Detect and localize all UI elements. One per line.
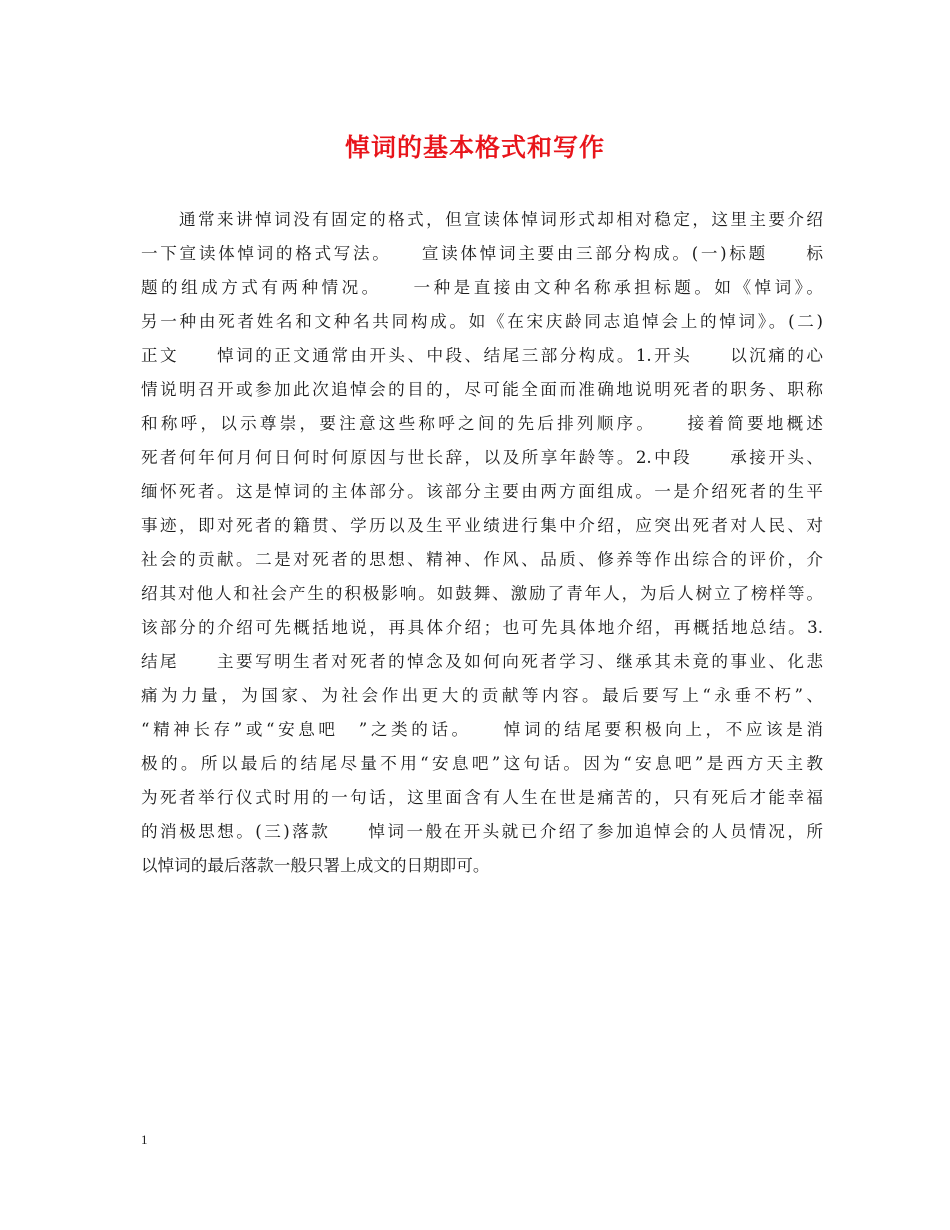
body-line: 另一种由死者姓名和文种名共同构成。如《在宋庆龄同志追悼会上的悼词》。(二) [141,312,823,331]
page-number: 1 [141,1132,148,1147]
page-title: 悼词的基本格式和写作 [344,133,605,162]
body-line: 绍其对他人和社会产生的积极影响。如鼓舞、激励了青年人，为后人树立了榜样等。 [141,584,823,603]
body-text [141,203,823,883]
body-line: 通常来讲悼词没有固定的格式，但宣读体悼词形式却相对稳定，这里主要介绍 [141,210,823,229]
body-line: 的消极思想。(三)落款 悼词一般在开头就已介绍了参加追悼会的人员情况，所 [141,822,823,841]
body-line: “精神长存”或“安息吧 ”之类的话。 悼词的结尾要积极向上，不应该是消 [141,720,823,739]
body-line: 正文 悼词的正文通常由开头、中段、结尾三部分构成。1.开头 以沉痛的心 [141,346,823,365]
body-line: 死者何年何月何日何时何原因与世长辞，以及所享年龄等。2.中段 承接开头、 [141,448,823,467]
body-line: 和称呼，以示尊崇，要注意这些称呼之间的先后排列顺序。 接着简要地概述 [141,414,823,433]
body-line: 以悼词的最后落款一般只署上成文的日期即可。 [141,856,490,875]
body-line: 极的。所以最后的结尾尽量不用“安息吧”这句话。因为“安息吧”是西方天主教 [141,754,823,773]
body-line: 社会的贡献。二是对死者的思想、精神、作风、品质、修养等作出综合的评价，介 [141,550,823,569]
body-line: 该部分的介绍可先概括地说，再具体介绍；也可先具体地介绍，再概括地总结。3. [141,618,823,637]
body-line: 为死者举行仪式时用的一句话，这里面含有人生在世是痛苦的，只有死后才能幸福 [141,788,823,807]
body-line: 情说明召开或参加此次追悼会的目的，尽可能全面而准确地说明死者的职务、职称 [141,380,823,399]
body-line: 结尾 主要写明生者对死者的悼念及如何向死者学习、继承其未竟的事业、化悲 [141,652,823,671]
body-line: 事迹，即对死者的籍贯、学历以及生平业绩进行集中介绍，应突出死者对人民、对 [141,516,823,535]
body-line: 痛为力量，为国家、为社会作出更大的贡献等内容。最后要写上“永垂不朽”、 [141,686,823,705]
body-line: 一下宣读体悼词的格式写法。 宣读体悼词主要由三部分构成。(一)标题 标 [141,244,823,263]
body-line: 缅怀死者。这是悼词的主体部分。该部分主要由两方面组成。一是介绍死者的生平 [141,482,823,501]
body-line: 题的组成方式有两种情况。 一种是直接由文种名称承担标题。如《悼词》。 [141,278,823,297]
